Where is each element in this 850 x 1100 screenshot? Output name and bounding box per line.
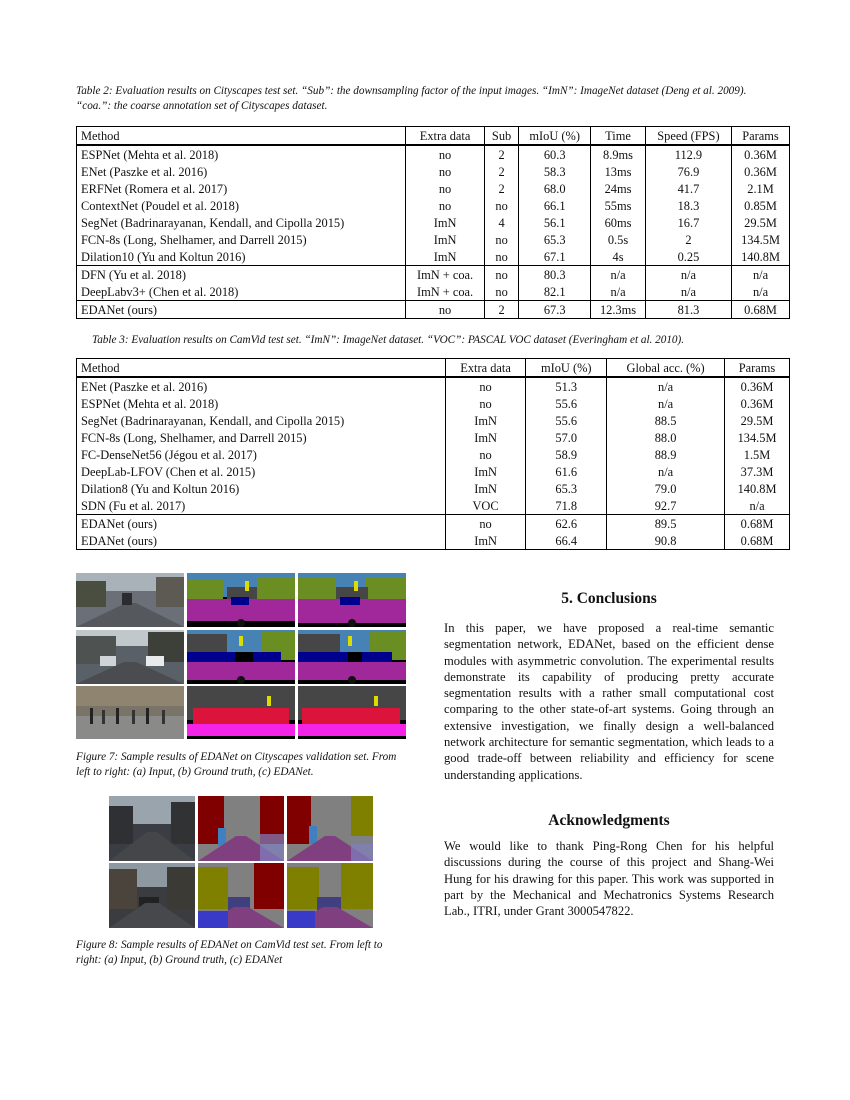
table-row	[77, 377, 790, 395]
conclusions-heading: 5. Conclusions	[561, 590, 657, 607]
table-cell: 37.3M	[725, 463, 790, 480]
column-header: Params	[732, 127, 790, 146]
table-cell: 2	[484, 145, 518, 163]
table-cell: 2	[484, 163, 518, 180]
table-cell: 16.7	[645, 214, 731, 231]
table-cell: 0.36M	[725, 377, 790, 395]
fig8-groundtruth-1	[198, 796, 284, 861]
table-cell: n/a	[732, 283, 790, 301]
column-header: Method	[77, 127, 406, 146]
table-cell: 68.0	[519, 180, 591, 197]
fig7-groundtruth-1	[187, 573, 295, 627]
table-cell: DeepLabv3+ (Chen et al. 2018)	[77, 283, 406, 301]
table-cell: 61.6	[526, 463, 607, 480]
table-cell: 71.8	[526, 497, 607, 515]
table-row	[77, 145, 790, 163]
table-cell: 13ms	[591, 163, 646, 180]
table-cell: 29.5M	[725, 412, 790, 429]
table-cell: 134.5M	[725, 429, 790, 446]
table-cell: 57.0	[526, 429, 607, 446]
table-cell: 0.36M	[732, 163, 790, 180]
table-cell: 12.3ms	[591, 301, 646, 319]
table-cell: 24ms	[591, 180, 646, 197]
table-cell: 2	[645, 231, 731, 248]
fig7-input-2	[76, 630, 184, 684]
table-cell: 76.9	[645, 163, 731, 180]
table-cell: 134.5M	[732, 231, 790, 248]
table-row	[77, 480, 790, 497]
table-cell: 56.1	[519, 214, 591, 231]
table-cell: 1.5M	[725, 446, 790, 463]
table-cell: FC-DenseNet56 (Jégou et al. 2017)	[77, 446, 446, 463]
table-group	[77, 145, 790, 266]
table-cell: n/a	[591, 283, 646, 301]
table-row	[77, 248, 790, 266]
table-cell: 55ms	[591, 197, 646, 214]
table-row	[77, 463, 790, 480]
table-cell: no	[445, 515, 526, 533]
table-cell: no	[445, 377, 526, 395]
figure8-caption: Figure 8: Sample results of EDANet on CamVid test set. From left to right: (a) Input, (b) Ground truth, (c) EDANet	[76, 939, 383, 966]
column-header: mIoU (%)	[526, 359, 607, 378]
table-cell: 66.4	[526, 532, 607, 550]
table-cell: 29.5M	[732, 214, 790, 231]
fig7-input-3	[76, 686, 184, 739]
column-header: Params	[725, 359, 790, 378]
table-cell: 67.1	[519, 248, 591, 266]
figure8	[109, 796, 373, 928]
table-cell: ImN	[445, 412, 526, 429]
table-cell: 82.1	[519, 283, 591, 301]
fig7-groundtruth-3	[187, 686, 295, 739]
table-cell: 0.68M	[725, 515, 790, 533]
column-header: Extra data	[445, 359, 526, 378]
table-cell: ESPNet (Mehta et al. 2018)	[77, 145, 406, 163]
table-cell: Dilation8 (Yu and Koltun 2016)	[77, 480, 446, 497]
table-cell: 60ms	[591, 214, 646, 231]
table-cell: 0.85M	[732, 197, 790, 214]
table-cell: 2.1M	[732, 180, 790, 197]
table-cell: 88.0	[607, 429, 725, 446]
table-row	[77, 446, 790, 463]
table-cell: EDANet (ours)	[77, 301, 406, 319]
table-cell: ImN + coa.	[406, 283, 485, 301]
table-cell: 140.8M	[732, 248, 790, 266]
table-cell: VOC	[445, 497, 526, 515]
table-cell: 66.1	[519, 197, 591, 214]
table-cell: DFN (Yu et al. 2018)	[77, 266, 406, 284]
table-cell: 58.3	[519, 163, 591, 180]
table-cell: 0.36M	[732, 145, 790, 163]
table-cell: no	[406, 180, 485, 197]
column-header: Speed (FPS)	[645, 127, 731, 146]
table-row	[77, 214, 790, 231]
table-row	[77, 283, 790, 301]
column-header: Method	[77, 359, 446, 378]
table-row	[77, 301, 790, 319]
table-cell: no	[484, 248, 518, 266]
table-cell: no	[406, 301, 485, 319]
table-cell: n/a	[725, 497, 790, 515]
table-cell: EDANet (ours)	[77, 532, 446, 550]
table-row	[77, 180, 790, 197]
table-cell: no	[406, 145, 485, 163]
column-header: mIoU (%)	[519, 127, 591, 146]
table-cell: ImN	[406, 214, 485, 231]
table3-caption: Table 3: Evaluation results on CamVid test set. “ImN”: ImageNet dataset. “VOC”: PASCAL VOC dataset (Everingham et al. 2010).	[92, 334, 685, 346]
table-cell: n/a	[732, 266, 790, 284]
table-cell: no	[484, 197, 518, 214]
table-cell: ContextNet (Poudel et al. 2018)	[77, 197, 406, 214]
table-cell: 140.8M	[725, 480, 790, 497]
column-header: Extra data	[406, 127, 485, 146]
table2	[76, 126, 790, 319]
table-cell: n/a	[607, 395, 725, 412]
table-cell: ImN	[445, 532, 526, 550]
table-row	[77, 197, 790, 214]
table-cell: 81.3	[645, 301, 731, 319]
table-cell: 8.9ms	[591, 145, 646, 163]
table-cell: 55.6	[526, 412, 607, 429]
fig7-input-1	[76, 573, 184, 627]
table-cell: 88.5	[607, 412, 725, 429]
table-cell: ENet (Paszke et al. 2016)	[77, 163, 406, 180]
table-row	[77, 231, 790, 248]
table-cell: 90.8	[607, 532, 725, 550]
table-cell: no	[484, 231, 518, 248]
table-row	[77, 429, 790, 446]
table-cell: SegNet (Badrinarayanan, Kendall, and Cipolla 2015)	[77, 214, 406, 231]
table-cell: 4	[484, 214, 518, 231]
table-cell: 65.3	[526, 480, 607, 497]
table-cell: Dilation10 (Yu and Koltun 2016)	[77, 248, 406, 266]
table-cell: ImN + coa.	[406, 266, 485, 284]
table-cell: EDANet (ours)	[77, 515, 446, 533]
table-cell: FCN-8s (Long, Shelhamer, and Darrell 2015)	[77, 429, 446, 446]
table-cell: 18.3	[645, 197, 731, 214]
figure7-caption: Figure 7: Sample results of EDANet on Cityscapes validation set. From left to right: (a) Input, (b) Ground truth, (c) EDANet.	[76, 751, 397, 778]
table-cell: FCN-8s (Long, Shelhamer, and Darrell 2015)	[77, 231, 406, 248]
table-cell: n/a	[591, 266, 646, 284]
table-row	[77, 412, 790, 429]
table-cell: 58.9	[526, 446, 607, 463]
table-cell: n/a	[607, 463, 725, 480]
table-cell: no	[484, 266, 518, 284]
fig7-edanet-2	[298, 630, 406, 684]
table3	[76, 358, 790, 550]
table-cell: no	[445, 446, 526, 463]
table-cell: no	[445, 395, 526, 412]
table-row	[77, 532, 790, 550]
table-cell: 79.0	[607, 480, 725, 497]
table-cell: ESPNet (Mehta et al. 2018)	[77, 395, 446, 412]
fig7-groundtruth-2	[187, 630, 295, 684]
table-row	[77, 515, 790, 533]
table-cell: n/a	[607, 377, 725, 395]
table-cell: 2	[484, 180, 518, 197]
table-cell: 88.9	[607, 446, 725, 463]
table-group	[77, 515, 790, 550]
table-cell: n/a	[645, 266, 731, 284]
table-cell: 0.25	[645, 248, 731, 266]
table-cell: ImN	[445, 463, 526, 480]
table-cell: 0.36M	[725, 395, 790, 412]
column-header: Time	[591, 127, 646, 146]
table-row	[77, 266, 790, 284]
fig7-edanet-1	[298, 573, 406, 627]
table-cell: ImN	[406, 231, 485, 248]
table-cell: 0.5s	[591, 231, 646, 248]
fig8-edanet-1	[287, 796, 373, 861]
column-header: Sub	[484, 127, 518, 146]
table-group	[77, 301, 790, 319]
table-cell: no	[406, 197, 485, 214]
fig7-edanet-3	[298, 686, 406, 739]
table-cell: SDN (Fu et al. 2017)	[77, 497, 446, 515]
table-group	[77, 377, 790, 515]
table-cell: 2	[484, 301, 518, 319]
table-row	[77, 497, 790, 515]
table-cell: 4s	[591, 248, 646, 266]
table-cell: ImN	[445, 480, 526, 497]
table-cell: 65.3	[519, 231, 591, 248]
conclusions-body: In this paper, we have proposed a real-time semantic segmentation network, EDANet, based on the efficient dense modules with asymmetric convolution. The experimental results demonstrate its capability of producing pretty accurate segmentation results with a rather small computational cost comparing to the other state-of-art systems. Going through an extensive investigation, we finally design a well-balanced network architecture for semantic segmentation, which leads to a good trade-off between reliability and efficiency for scene understanding applications.	[444, 621, 774, 782]
table-cell: ERFNet (Romera et al. 2017)	[77, 180, 406, 197]
fig8-edanet-2	[287, 863, 373, 928]
table-cell: 89.5	[607, 515, 725, 533]
column-header: Global acc. (%)	[607, 359, 725, 378]
acknowledgments-body: We would like to thank Ping-Rong Chen for his helpful discussions during the course of this project and Shang-Wei Hung for his drawing for this paper. This work was supported in part by the Mechanical and Mechatronics Systems Research Lab., ITRI, under Grant 3000547822.	[444, 839, 774, 919]
table-cell: n/a	[645, 283, 731, 301]
acknowledgments-heading: Acknowledgments	[548, 812, 670, 829]
table-cell: ImN	[406, 248, 485, 266]
table-cell: DeepLab-LFOV (Chen et al. 2015)	[77, 463, 446, 480]
figure7	[76, 573, 406, 739]
table-cell: 112.9	[645, 145, 731, 163]
table-cell: 60.3	[519, 145, 591, 163]
table-cell: 92.7	[607, 497, 725, 515]
table-cell: no	[406, 163, 485, 180]
table-cell: ENet (Paszke et al. 2016)	[77, 377, 446, 395]
fig8-groundtruth-2	[198, 863, 284, 928]
table-group	[77, 266, 790, 301]
table2-caption: Table 2: Evaluation results on Cityscapes test set. “Sub”: the downsampling factor of the input images. “ImN”: ImageNet dataset (Deng et al. 2009). “coa.”: the coarse annotation set of Cityscapes dataset.	[76, 85, 747, 112]
table-cell: 62.6	[526, 515, 607, 533]
table-cell: 0.68M	[725, 532, 790, 550]
table-cell: ImN	[445, 429, 526, 446]
fig8-input-1	[109, 796, 195, 861]
table-cell: 41.7	[645, 180, 731, 197]
fig8-input-2	[109, 863, 195, 928]
table-row	[77, 395, 790, 412]
table-cell: no	[484, 283, 518, 301]
table-cell: 67.3	[519, 301, 591, 319]
table-cell: 55.6	[526, 395, 607, 412]
table-cell: 51.3	[526, 377, 607, 395]
table-cell: 80.3	[519, 266, 591, 284]
table-row	[77, 163, 790, 180]
table-cell: SegNet (Badrinarayanan, Kendall, and Cipolla 2015)	[77, 412, 446, 429]
table-cell: 0.68M	[732, 301, 790, 319]
